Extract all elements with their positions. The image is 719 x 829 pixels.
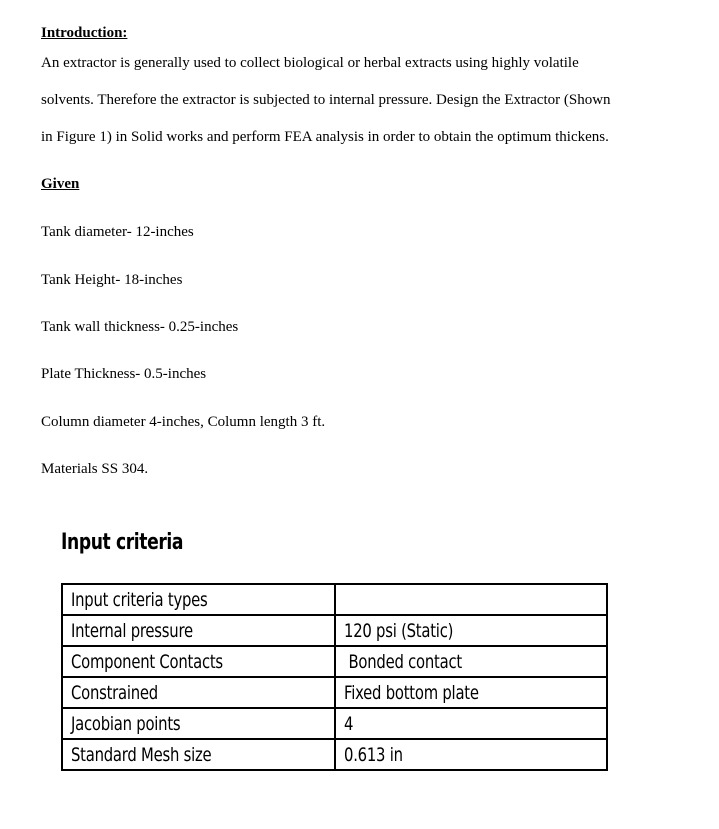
table-cell-value	[335, 584, 607, 615]
input-criteria-title: Input criteria	[61, 530, 184, 555]
table-cell-value: Fixed bottom plate	[335, 677, 607, 708]
table-cell-value: 4	[335, 708, 607, 739]
table-cell-label: Constrained	[62, 677, 335, 708]
introduction-heading: Introduction:	[41, 25, 128, 41]
input-criteria-table	[61, 583, 608, 771]
table-cell-label: Standard Mesh size	[62, 739, 335, 770]
introduction-line-1: An extractor is generally used to collect biological or herbal extracts using highly volatile	[41, 55, 579, 71]
table-cell-label: Internal pressure	[62, 615, 335, 646]
given-materials: Materials SS 304.	[41, 461, 149, 477]
given-plate-thickness: Plate Thickness- 0.5-inches	[41, 366, 207, 382]
table-row	[62, 708, 607, 739]
table-row	[62, 739, 607, 770]
given-wall-thickness: Tank wall thickness- 0.25-inches	[41, 319, 239, 335]
table-row	[62, 646, 607, 677]
table-row	[62, 677, 607, 708]
introduction-line-3: in Figure 1) in Solid works and perform FEA analysis in order to obtain the optimum thickens.	[41, 129, 609, 145]
table-row	[62, 615, 607, 646]
table-cell-value: 0.613 in	[335, 739, 607, 770]
table-cell-label: Component Contacts	[62, 646, 335, 677]
given-heading: Given	[41, 176, 80, 192]
table-cell-label: Jacobian points	[62, 708, 335, 739]
given-tank-height: Tank Height- 18-inches	[41, 272, 183, 288]
table-cell-label: Input criteria types	[62, 584, 335, 615]
given-column-dimensions: Column diameter 4-inches, Column length 3 ft.	[41, 414, 326, 430]
table-cell-value: Bonded contact	[335, 646, 607, 677]
table-row	[62, 584, 607, 615]
given-tank-diameter: Tank diameter- 12-inches	[41, 224, 194, 240]
introduction-line-2: solvents. Therefore the extractor is subjected to internal pressure. Design the Extractor (Shown	[41, 92, 611, 108]
table-cell-value: 120 psi (Static)	[335, 615, 607, 646]
